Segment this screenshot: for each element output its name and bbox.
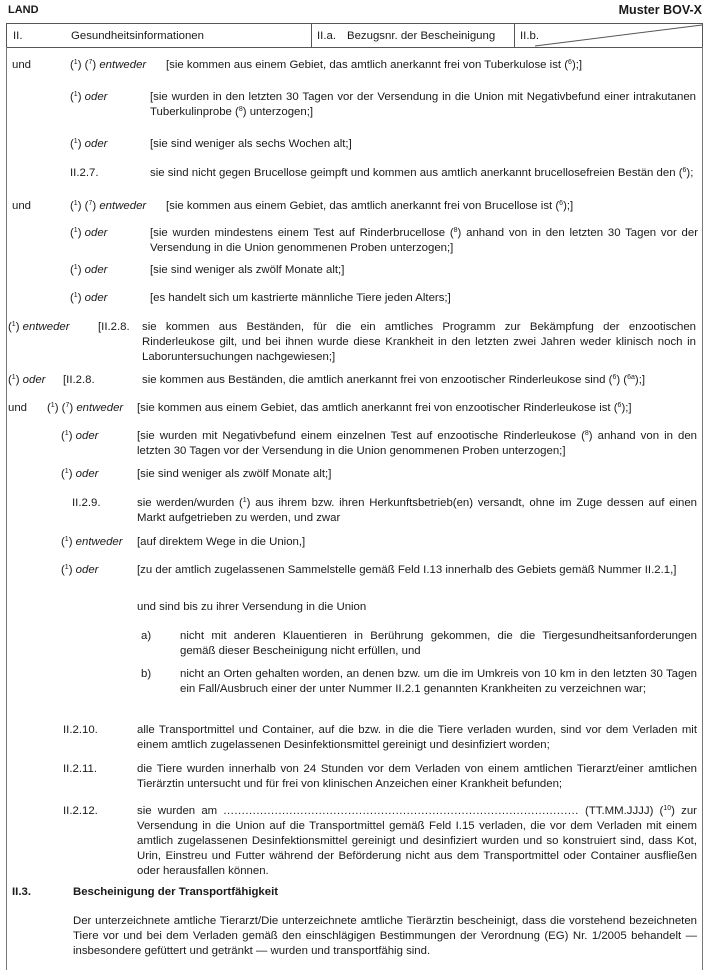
diagonal-line [515,24,703,47]
clause-text: [sie sind weniger als sechs Wochen alt;] [150,138,352,150]
clause-text: [sie wurden mindestens einem Test auf Rinderbrucellose ($^8$) anhand von in den letzten 30 Tagen vor der Versendung in die Union genommenen Proben unterzogen;] [150,227,698,254]
clause-text: sie werden/wurden ($^1$) aus ihrem bzw. ihren Herkunftsbetrieb(en) versandt, ohne im Zuge dessen auf einen Markt aufgetrieben zu werden, und zwar [137,497,697,524]
list-letter: a) [141,630,152,642]
clause-text: [sie kommen aus einem Gebiet, das amtlich anerkannt frei von Tuberkulose ist ($^6$);] [166,59,583,71]
option-marker: ($^1$) oder [61,430,99,442]
date-input-field[interactable]: ................................................................................................. [223,805,579,817]
clause-text: [sie kommen aus einem Gebiet, das amtlich anerkannt frei von Brucellose ist ($^6$);] [166,200,574,212]
clause-text: sie kommen aus Beständen, für die ein amtliches Programm zur Bekämpfung der enzootischen Rinderleukose gilt, und bei ihnen wurde diese Krankheit in den letzten zwei Jahren weder klinisch noch in Laboruntersuchungen nachgewiesen;] [142,321,696,363]
frame-right-border [702,47,703,970]
clause-text: sie sind nicht gegen Brucellose geimpft und kommen aus amtlich anerkannt brucellosefreien Bestän den ($^6$); [150,167,694,179]
connector-und: und [8,402,28,414]
clause-text: [sie sind weniger als zwölf Monate alt;] [137,468,332,480]
option-marker: ($^1$) oder [61,468,99,480]
clause-number: II.2.7. [70,167,99,179]
option-marker: ($^1$) entweder [8,321,70,333]
option-marker: ($^1$) oder [70,91,108,103]
clause-text: [auf direktem Wege in die Union,] [137,536,306,548]
clause-text: [sie wurden in den letzten 30 Tagen vor der Versendung in die Union mit Negativbefund einer intrakutanen Tuberkulinprobe ($^8$) unterzogen;] [150,91,696,118]
option-marker: ($^1$) oder [8,374,46,386]
section-title: Bescheinigung der Transportfähigkeit [73,886,279,898]
option-marker: ($^1$) ($^7$) entweder [70,200,147,212]
option-marker: ($^1$) oder [70,138,108,150]
clause-text: nicht an Orten gehalten worden, an denen bzw. um die im Umkreis von 10 km in den letzten 30 Tagen ein Fall/Ausbruch einer der unter Nummer II.2.1 genannten Krankheiten zu verzeichnen war; [180,668,697,695]
clause-number: [II.2.8. [98,321,130,333]
section-header-box [6,23,703,48]
clause-text: und sind bis zu ihrer Versendung in die Union [137,601,367,613]
option-marker: ($^1$) entweder [61,536,123,548]
clause-text: [sie wurden mit Negativbefund einem einzelnen Test auf enzootische Rinderleukose ($^8$) anhand von in den letzten 30 Tagen vor der Versendung in die Union genommenen Proben unterzogen;] [137,430,697,457]
clause-text: [es handelt sich um kastrierte männliche Tiere jeden Alters;] [150,292,451,304]
option-marker: ($^1$) oder [70,292,108,304]
clause-number: II.2.11. [63,763,97,775]
clause-text: alle Transportmittel und Container, auf die bzw. in die die Tiere verladen wurden, sind vor dem Verladen mit einem amtlich zugelassenen Desinfektionsmittel gereinigt und desinfiziert worden; [137,724,697,751]
clause-text: sie kommen aus Beständen, die amtlich anerkannt frei von enzootischer Rinderleukose sind ($^6$) ($^{6a}$);] [142,374,646,386]
header-divider [311,24,312,47]
option-marker: ($^1$) oder [70,227,108,239]
section-title: Gesundheitsinformationen [71,30,204,42]
option-marker: ($^1$) ($^7$) entweder [47,402,124,414]
country-label: LAND [8,4,39,16]
list-letter: b) [141,668,152,680]
option-marker: ($^1$) ($^7$) entweder [70,59,147,71]
option-marker: ($^1$) oder [61,564,99,576]
section-number: II.3. [12,886,31,898]
ref-number-label: II.a. [317,30,336,42]
clause-number: II.2.12. [63,805,98,817]
certification-text: Der unterzeichnete amtliche Tierarzt/Die unterzeichnete amtliche Tierärztin bescheinigt, dass die vorstehend bezeichneten Tiere vor und bei dem Verladen gemäß den einschlägigen Bestimmungen der Verordnung (EG) Nr. 1/2005 behandelt — insbesondere gefüttert und getränkt — wurden und transportfähig sind. [73,915,697,957]
ref-number-title: Bezugsnr. der Bescheinigung [347,30,496,42]
clause-text: [sie kommen aus einem Gebiet, das amtlich anerkannt frei von enzootischer Rinderleukose ist ($^6$);] [137,402,632,414]
connector-und: und [12,59,32,71]
clause-text: die Tiere wurden innerhalb von 24 Stunden vor dem Verladen von einem amtlichen Tierarzt/einer amtlichen Tierärztin untersucht und für frei von klinischen Anzeichen einer Krankheit befunden; [137,763,697,790]
option-marker: ($^1$) oder [70,264,108,276]
clause-number: [II.2.8. [63,374,95,386]
iib-label: II.b. [520,30,539,42]
clause-number: II.2.10. [63,724,98,736]
clause-text: nicht mit anderen Klauentieren in Berührung gekommen, die die Tiergesundheitsanforderungen gemäß dieser Bescheinigung nicht erfüllen, und [180,630,697,657]
clause-text: [sie sind weniger als zwölf Monate alt;] [150,264,345,276]
section-number: II. [13,30,23,42]
frame-left-border [6,47,7,970]
clause-number: II.2.9. [72,497,101,509]
connector-und: und [12,200,32,212]
clause-text: [zu der amtlich zugelassenen Sammelstelle gemäß Feld I.13 innerhalb des Gebiets gemäß Nummer II.2.1,] [137,564,677,576]
clause-text: sie wurden am ................................................................................................. (TT.MM.JJJJ) ($^{10}$) zur Versendung in die Union auf die Transportmittel gemäß Feld I.15 verladen, die vor dem Verladen mit einem amtlich zugelassenen Desinfektionsmittel gereinigt und desinfiziert wurden und so konstruiert sind, dass Kot, Urin, Einstreu und Futter während der Beförderung nicht aus dem Transportmittel oder Container ausfließen oder herausfallen können. [137,805,697,877]
model-label: Muster BOV-X [618,3,702,17]
